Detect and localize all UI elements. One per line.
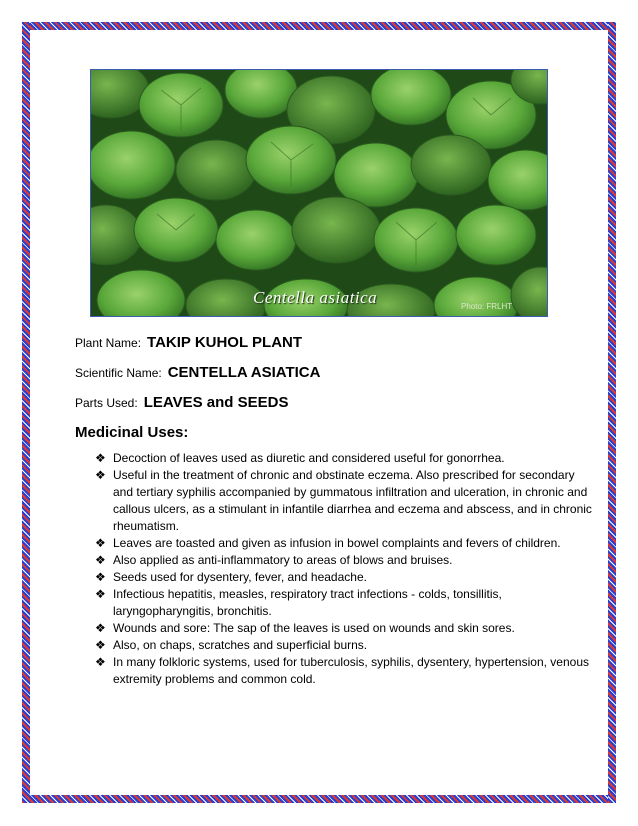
diamond-bullet-icon: ❖ (95, 536, 106, 550)
plant-photo (90, 69, 548, 317)
photo-caption: Centella asiatica (253, 288, 378, 307)
list-item: ❖ Infectious hepatitis, measles, respiratory tract infections - colds, tonsillitis, laryngopharyngitis, bronchitis. (95, 587, 502, 618)
list-item: ❖ Decoction of leaves used as diuretic and considered useful for gonorrhea. (95, 451, 505, 465)
list-item: ❖ Leaves are toasted and given as infusion in bowel complaints and fevers of children. (95, 536, 561, 550)
parts-used-row (75, 394, 288, 411)
diamond-bullet-icon: ❖ (95, 451, 106, 465)
diamond-bullet-icon: ❖ (95, 621, 106, 635)
list-item: ❖ Seeds used for dysentery, fever, and headache. (95, 570, 367, 584)
plant-name-label: Plant Name: (75, 336, 142, 350)
page-border-bottom (22, 795, 616, 803)
list-item: ❖ Also, on chaps, scratches and superficial burns. (95, 638, 368, 652)
diamond-bullet-icon: ❖ (95, 587, 106, 601)
list-item: ❖ Useful in the treatment of chronic and obstinate eczema. Also prescribed for secondary and tertiary syphilis accompanied by gummatous infiltration and ulceration, in chronic and callous ulcers, as a stimulant in infantile diarrhea and eczema and abscess, and in chronic rheumatism. (95, 468, 592, 533)
plant-name-value: TAKIP KUHOL PLANT (147, 334, 303, 351)
page-border-left (22, 22, 30, 803)
plant-name-row (75, 334, 302, 351)
photo-credit: Photo: FRLHT (461, 302, 513, 311)
scientific-name-row (75, 364, 320, 381)
diamond-bullet-icon: ❖ (95, 655, 106, 669)
list-item: ❖ Wounds and sore: The sap of the leaves is used on wounds and skin sores. (95, 621, 515, 635)
parts-used-value: LEAVES and SEEDS (143, 394, 289, 411)
scientific-name-label: Scientific Name: (75, 366, 162, 380)
scientific-name-value: CENTELLA ASIATICA (167, 364, 321, 381)
parts-used-label: Parts Used: (75, 396, 138, 410)
diamond-bullet-icon: ❖ (95, 468, 106, 482)
page-border-top (22, 22, 616, 30)
medicinal-uses-title: Medicinal Uses: (75, 424, 189, 441)
diamond-bullet-icon: ❖ (95, 553, 106, 567)
list-item: ❖ Also applied as anti-inflammatory to areas of blows and bruises. (95, 553, 453, 567)
page-border-right (608, 22, 616, 803)
diamond-bullet-icon: ❖ (95, 638, 106, 652)
diamond-bullet-icon: ❖ (95, 570, 106, 584)
medicinal-uses-list (95, 450, 595, 688)
list-item: ❖ In many folkloric systems, used for tuberculosis, syphilis, dysentery, hypertension, venous extremity problems and common cold. (95, 655, 589, 686)
